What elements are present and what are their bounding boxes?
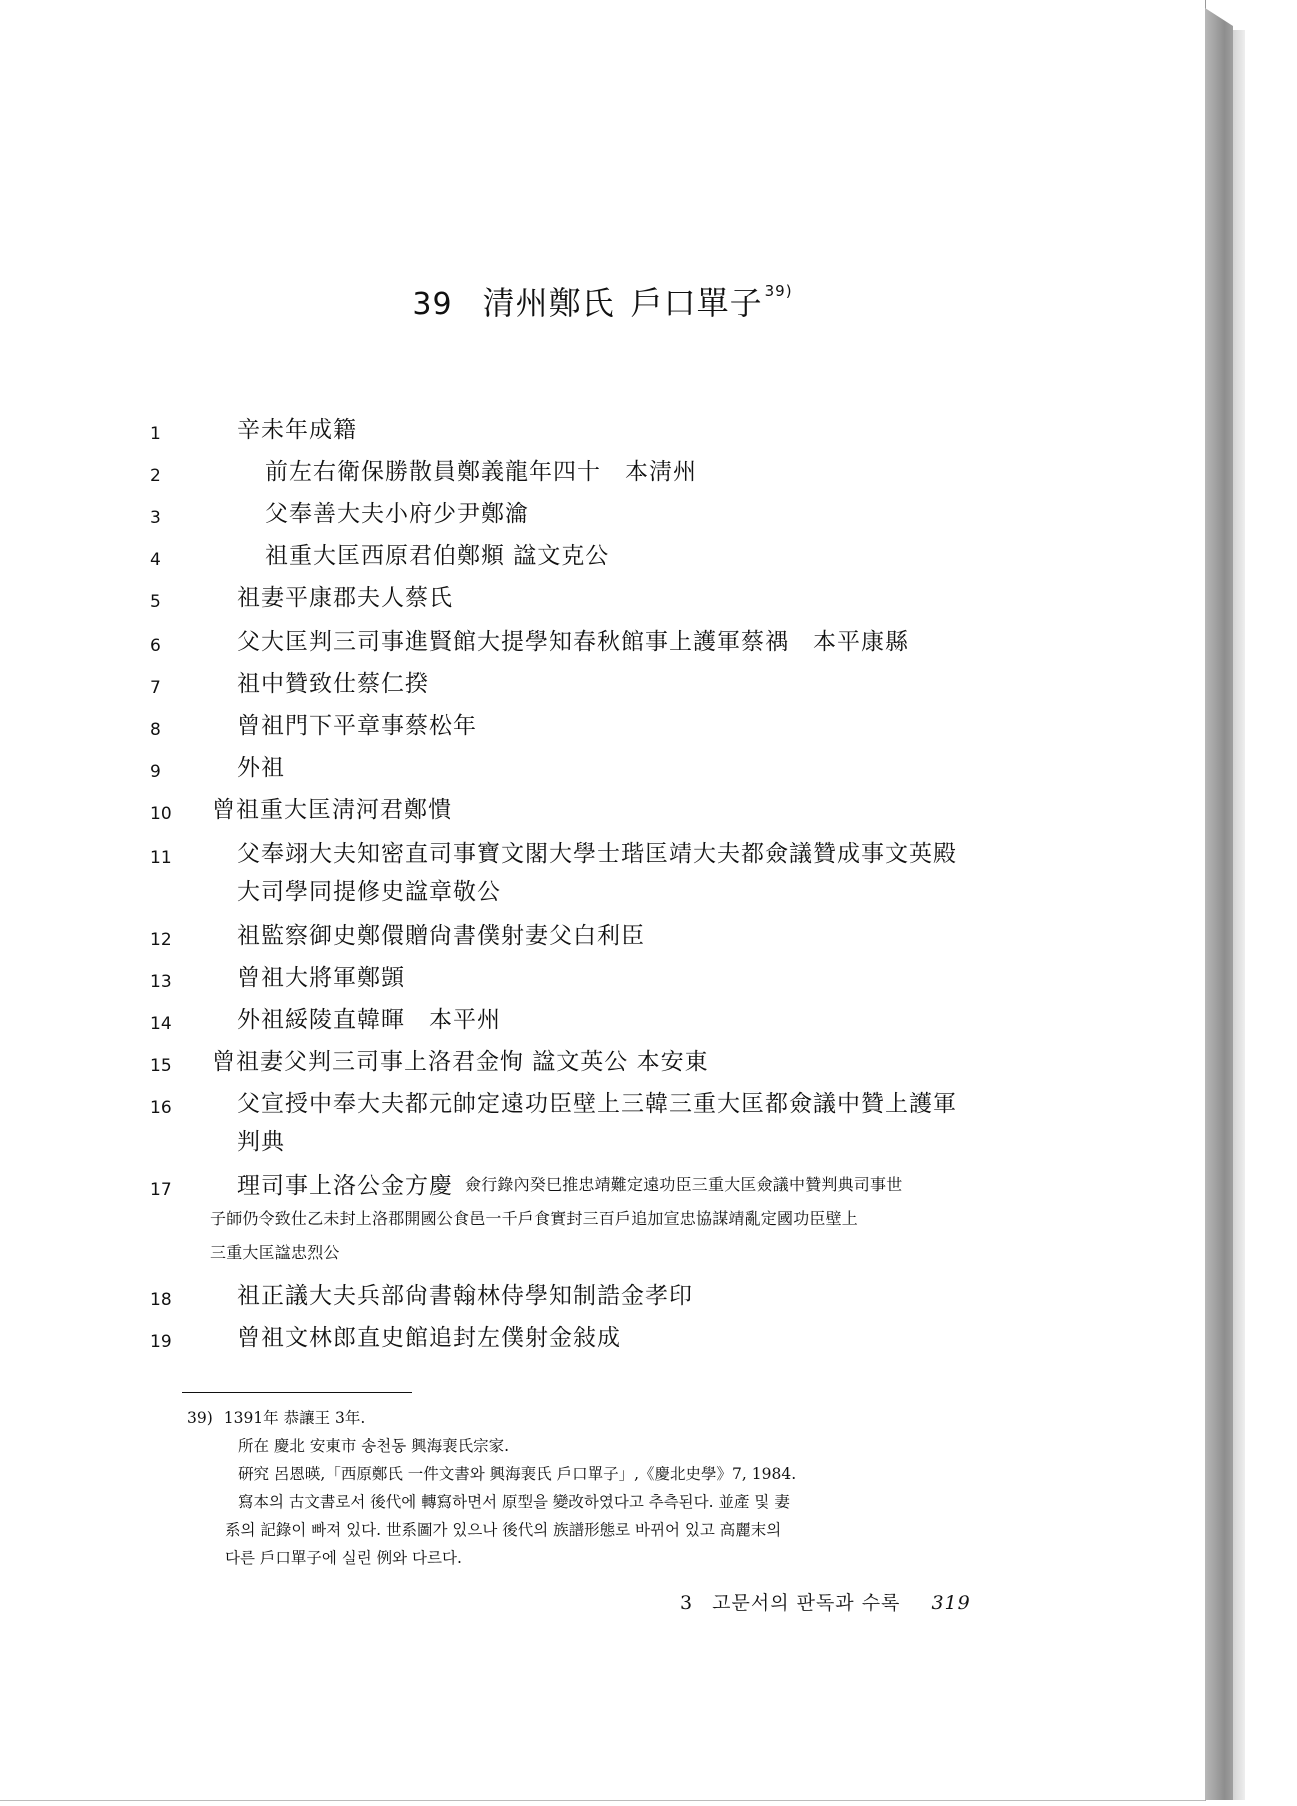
- line-14: [0, 1004, 1205, 1036]
- line-number: 8: [150, 720, 161, 740]
- footer-chapter: 3: [680, 1592, 694, 1614]
- line-number: 6: [150, 636, 161, 656]
- line-number: 18: [150, 1290, 172, 1310]
- line-text: 辛未年成籍: [237, 417, 357, 443]
- line-5: [0, 582, 1205, 614]
- footnote-note-3: 다른 戶口單子에 실린 例와 다르다.: [225, 1549, 462, 1567]
- line-text: 曾祖妻父判三司事上洛君金恂 諡文英公 本安東: [212, 1049, 709, 1075]
- document-title: [0, 278, 1205, 324]
- line-text: 曾祖門下平章事蔡松年: [237, 713, 477, 739]
- line-text: 曾祖大將軍鄭顗: [237, 965, 405, 991]
- line-text: 曾祖重大匡淸河君鄭憒: [212, 797, 452, 823]
- line-2: [0, 456, 1205, 488]
- line-text: 前左右衛保勝散員鄭義龍年四十 本淸州: [265, 459, 697, 485]
- line-text: 父奉善大夫小府少尹鄭㵸: [265, 501, 529, 527]
- line-number: 3: [150, 508, 161, 528]
- line-1: [0, 414, 1205, 446]
- line-19: [0, 1322, 1205, 1354]
- line-number: 14: [150, 1014, 172, 1034]
- line-text: 父奉翊大夫知密直司事寶文閣大學士瑎匡靖大夫都僉議贊成事文英殿: [237, 841, 957, 867]
- footer-section: 고문서의 판독과 수록: [712, 1592, 901, 1614]
- line-number: 17: [150, 1180, 172, 1200]
- line-number: 5: [150, 592, 161, 612]
- line-11-continuation: 大司學同提修史諡章敬公: [237, 879, 501, 905]
- line-text: 祖妻平康郡夫人蔡氏: [237, 585, 453, 611]
- line-number: 10: [150, 804, 172, 824]
- line-number: 9: [150, 762, 161, 782]
- line-text: 父宣授中奉大夫都元帥定遠功臣壁上三韓三重大匡都僉議中贊上護軍: [237, 1091, 957, 1117]
- line-text: 祖監察御史鄭儇贈尙書僕射妻父白利臣: [237, 923, 645, 949]
- page-footer: [680, 1588, 971, 1615]
- line-number: 12: [150, 930, 172, 950]
- footnote-label: 39): [187, 1409, 213, 1427]
- footnote-line-1: [187, 1404, 365, 1432]
- line-text: 曾祖文林郎直史館追封左僕射金敍成: [237, 1325, 621, 1351]
- line-number: 11: [150, 848, 172, 868]
- line-13: [0, 962, 1205, 994]
- line-number: 1: [150, 424, 161, 444]
- line-17-annotation-2: 子師仍令致仕乙未封上洛郡開國公食邑一千戶食實封三百戶追加宣忠協謀靖亂定國功臣壁上: [210, 1209, 859, 1228]
- line-number: 13: [150, 972, 172, 992]
- line-7: [0, 668, 1205, 700]
- line-6: [0, 626, 1205, 658]
- line-12: [0, 920, 1205, 952]
- line-11: [0, 838, 1205, 870]
- line-9: [0, 752, 1205, 784]
- line-text: 祖重大匡西原君伯鄭頫 諡文克公: [265, 543, 610, 569]
- footnote-date: 1391年 恭讓王 3年.: [223, 1409, 366, 1427]
- page-number: 319: [931, 1592, 971, 1614]
- line-number: 16: [150, 1098, 172, 1118]
- line-number: 15: [150, 1056, 172, 1076]
- line-text: 理司事上洛公金方慶: [237, 1173, 453, 1199]
- line-15: [0, 1046, 1205, 1078]
- line-number: 4: [150, 550, 161, 570]
- line-4: [0, 540, 1205, 572]
- line-text: 祖中贊致仕蔡仁揆: [237, 671, 429, 697]
- line-text: 祖正議大夫兵部尙書翰林侍學知制誥金孝印: [237, 1283, 693, 1309]
- line-10: [0, 794, 1205, 826]
- line-8: [0, 710, 1205, 742]
- title-document-type: 戶口單子: [630, 284, 763, 322]
- title-footnote-ref: 39): [764, 282, 793, 300]
- footnote-note-2: 系의 記錄이 빠져 있다. 世系圖가 있으나 後代의 族譜形態로 바뀌어 있고 高麗末의: [225, 1521, 782, 1539]
- line-3: [0, 498, 1205, 530]
- page-edge-highlight: [1233, 30, 1245, 1800]
- line-18: [0, 1280, 1205, 1312]
- title-number: 39: [412, 287, 453, 322]
- footnote-research: 硏究 呂恩暎,「西原鄭氏 一件文書와 興海裵氏 戶口單子」,《慶北史學》7, 1984.: [238, 1465, 797, 1483]
- line-text: 外祖綏陵直韓暉 本平州: [237, 1007, 501, 1033]
- line-number: 7: [150, 678, 161, 698]
- footnote-location: 所在 慶北 安東市 송천동 興海裵氏宗家.: [238, 1437, 510, 1455]
- title-clan-name: 清州鄭氏: [482, 284, 615, 322]
- line-17-annotation-1: 僉行錄內癸巳推忠靖難定遠功臣三重大匡僉議中贊判典司事世: [465, 1175, 903, 1194]
- line-16-continuation: 判典: [237, 1129, 285, 1155]
- line-16: [0, 1088, 1205, 1120]
- line-number: 2: [150, 466, 161, 486]
- line-text: 外祖: [237, 755, 285, 781]
- page-edge-shadow: [1205, 8, 1233, 1800]
- line-text: 父大匡判三司事進賢館大提學知春秋館事上護軍蔡禑 本平康縣: [237, 629, 909, 655]
- footnote-note-1: 寫本의 古文書로서 後代에 轉寫하면서 原型을 變改하였다고 추측된다. 並產 및 妻: [238, 1493, 790, 1511]
- line-17-annotation-3: 三重大匡諡忠烈公: [210, 1243, 340, 1262]
- line-number: 19: [150, 1332, 172, 1352]
- footnote-divider: [182, 1392, 412, 1393]
